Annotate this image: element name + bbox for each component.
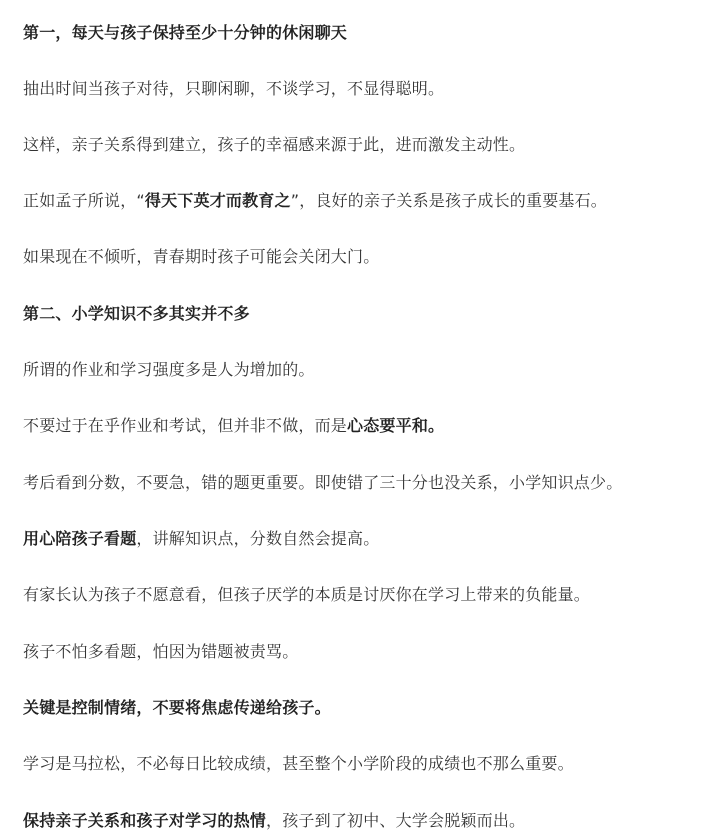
quote-emphasis: 得天下英才而教育之	[144, 191, 291, 210]
text-segment: 考后看到分数，不要急，错的题更重要。即使错了三十分也没关系，小学知识点少。	[23, 473, 623, 492]
paragraph	[23, 77, 444, 101]
emphasis: 用心陪孩子看题	[23, 529, 137, 548]
paragraph	[23, 583, 590, 607]
paragraph	[23, 245, 379, 269]
section-heading-2	[23, 302, 250, 326]
text-segment: 有家长认为孩子不愿意看，但孩子厌学的本质是讨厌你在学习上带来的负能量。	[23, 585, 591, 604]
emphasis: 心态要平和。	[347, 416, 445, 435]
text-segment: ，讲解知识点，分数自然会提高。	[136, 529, 380, 548]
paragraph	[23, 809, 525, 833]
text-segment: 如果现在不倾听，青春期时孩子可能会关闭大门。	[23, 247, 380, 266]
emphasis: 保持亲子关系和孩子对学习的热情	[23, 811, 267, 830]
text-segment: ”，良好的亲子关系是孩子成长的重要基石。	[290, 191, 607, 210]
paragraph	[23, 527, 379, 551]
text-segment: 这样，亲子关系得到建立，孩子的幸福感来源于此，进而激发主动性。	[23, 135, 526, 154]
text-segment: 第一，每天与孩子保持至少十分钟的休闲聊天	[23, 23, 348, 42]
text-segment: 不要过于在乎作业和考试，但并非不做，而是	[23, 416, 348, 435]
paragraph	[23, 752, 574, 776]
text-segment: 孩子不怕多看题，怕因为错题被责骂。	[23, 642, 299, 661]
text-segment: 正如孟子所说，“	[23, 191, 145, 210]
text-segment: 学习是马拉松，不必每日比较成绩，甚至整个小学阶段的成绩也不那么重要。	[23, 754, 574, 773]
section-heading-1	[23, 21, 347, 45]
text-segment: ，孩子到了初中、大学会脱颖而出。	[266, 811, 526, 830]
text-segment: 第二、小学知识不多其实并不多	[23, 304, 250, 323]
paragraph	[23, 414, 444, 438]
text-segment: 抽出时间当孩子对待，只聊闲聊，不谈学习，不显得聪明。	[23, 79, 445, 98]
paragraph-quote	[23, 189, 607, 213]
key-point	[23, 696, 331, 720]
paragraph	[23, 358, 315, 382]
paragraph	[23, 133, 525, 157]
paragraph	[23, 471, 622, 495]
text-segment: 关键是控制情绪，不要将焦虑传递给孩子。	[23, 698, 331, 717]
text-segment: 所谓的作业和学习强度多是人为增加的。	[23, 360, 315, 379]
paragraph	[23, 640, 298, 664]
